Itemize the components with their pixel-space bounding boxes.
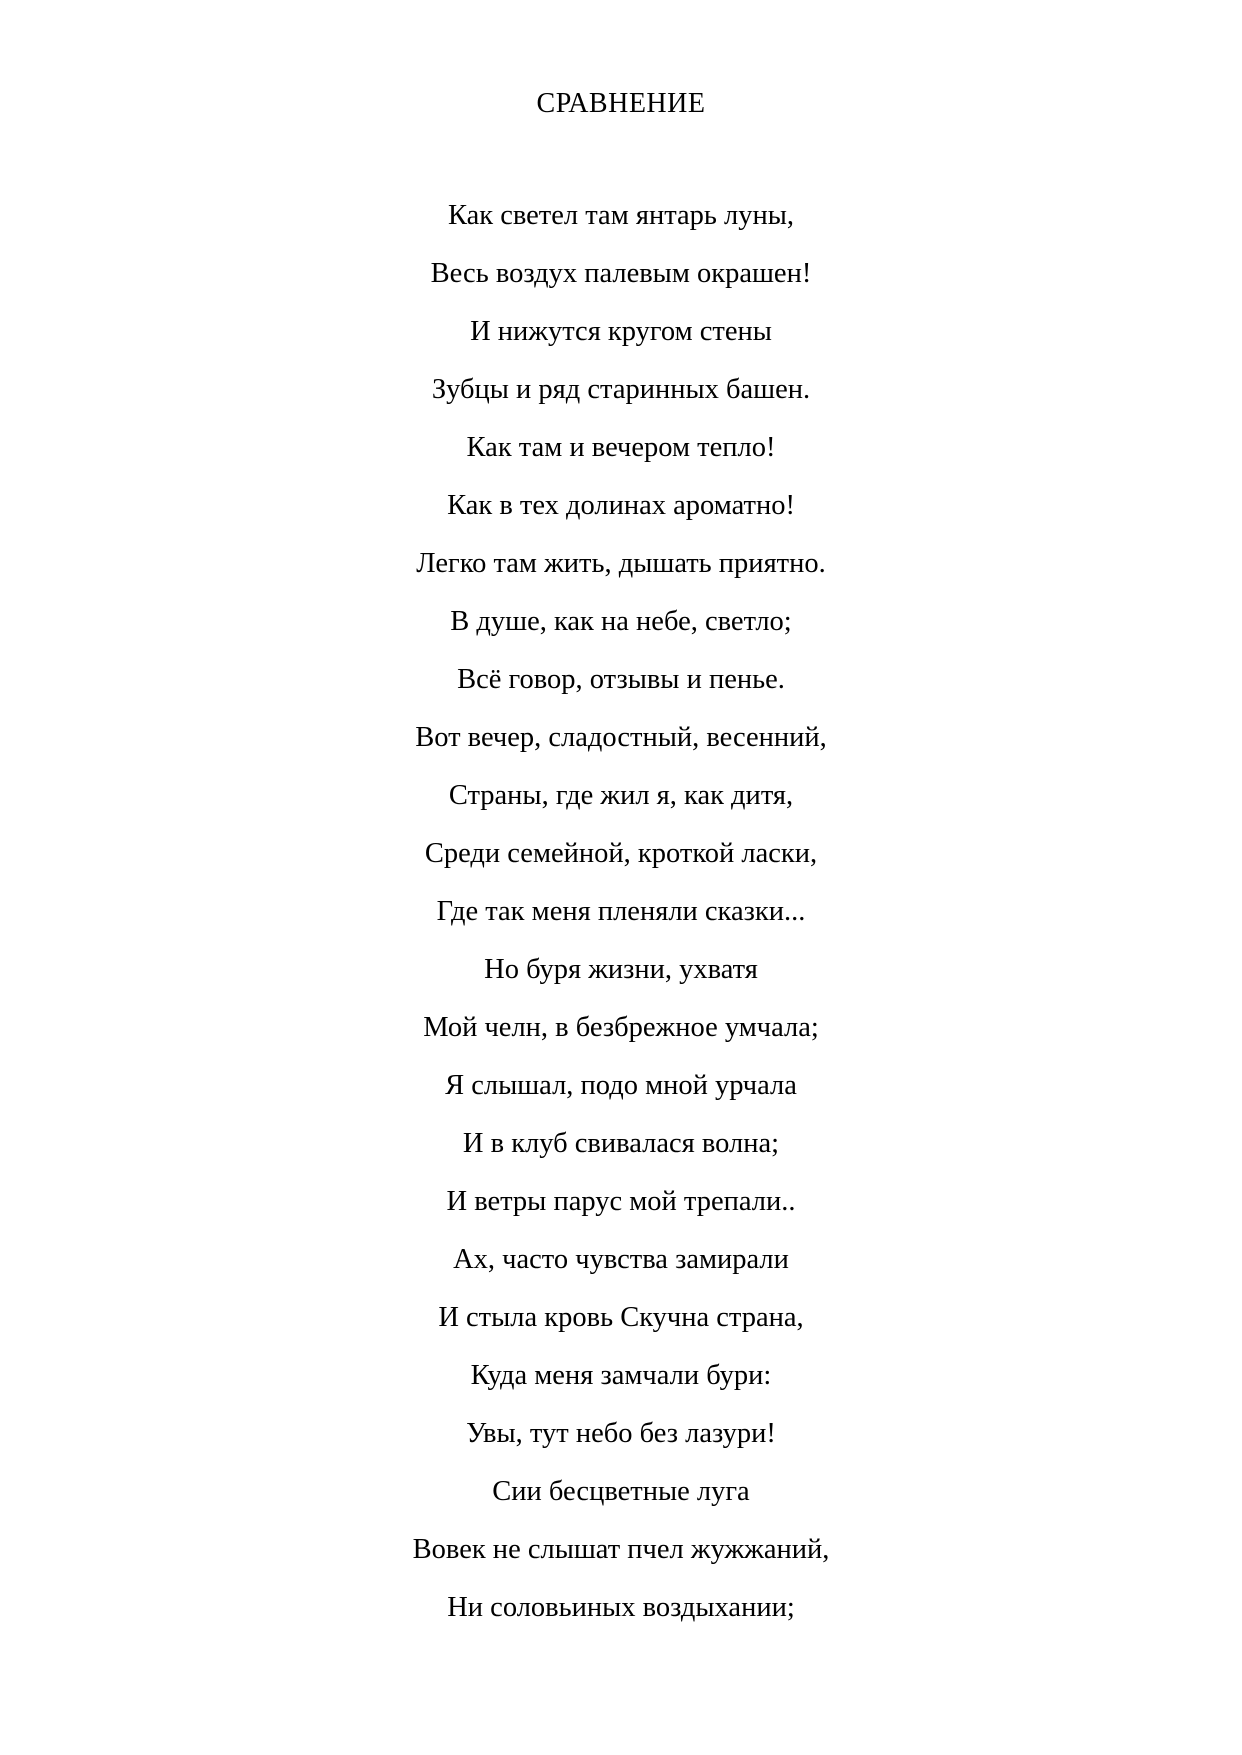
poem-line: Сии бесцветные луга [492, 1476, 750, 1507]
poem-line: Весь воздух палевым окрашен! [430, 258, 812, 289]
poem-line: Страны, где жил я, как дитя, [448, 780, 794, 811]
poem-line: Увы, тут небо без лазури! [466, 1418, 776, 1449]
poem-line: Ах, часто чувства замирали [453, 1244, 789, 1275]
poem-line: Где так меня пленяли сказки... [436, 896, 806, 927]
poem-line: Зубцы и ряд старинных башен. [431, 374, 811, 405]
poem-body [0, 196, 1242, 1646]
poem-line: Мой челн, в безбрежное умчала; [423, 1012, 819, 1043]
poem-line: Я слышал, подо мной урчала [445, 1070, 797, 1101]
poem-line: Вовек не слышат пчел жужжаний, [412, 1534, 830, 1565]
poem-title: СРАВНЕНИЕ [536, 88, 706, 119]
poem-line: Как там и вечером тепло! [466, 432, 776, 463]
poem-line: Ни соловьиных воздыхании; [447, 1592, 795, 1623]
poem-line: Как светел там янтарь луны, [447, 200, 795, 231]
poem-line: Вот вечер, сладостный, весенний, [415, 722, 827, 753]
poem-line: И стыла кровь Скучна страна, [438, 1302, 804, 1333]
poem-line: В душе, как на небе, светло; [450, 606, 792, 637]
poem-line: Всё говор, отзывы и пенье. [457, 664, 785, 695]
poem-line: И ветры парус мой трепали.. [446, 1186, 796, 1217]
poem-line: И нижутся кругом стены [470, 316, 772, 347]
poem-line: Куда меня замчали бури: [470, 1360, 772, 1391]
poem-line: Как в тех долинах ароматно! [447, 490, 795, 521]
poem-line: Но буря жизни, ухватя [484, 954, 758, 985]
poem-line: И в клуб свивалася волна; [462, 1128, 780, 1159]
poem-line: Легко там жить, дышать приятно. [416, 548, 826, 579]
poem-line: Среди семейной, кроткой ласки, [424, 838, 818, 869]
